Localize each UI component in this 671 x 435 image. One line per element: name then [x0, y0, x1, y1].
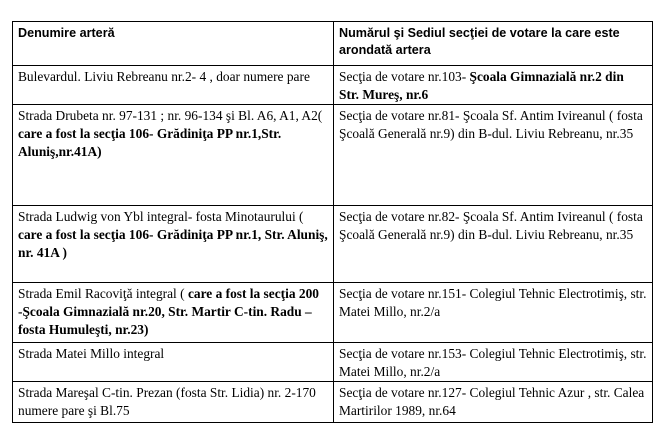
street-text: Bulevardul. Liviu Rebreanu nr.2- 4 , doar numere pare — [18, 69, 310, 84]
station-cell — [334, 283, 653, 343]
table-row — [13, 343, 653, 382]
station-text: Secţia de votare nr.153- Colegiul Tehnic Electrotimiş, str. Matei Millo, nr.2/a — [339, 346, 647, 379]
street-text: Strada Ludwig von Ybl integral- fosta Minotaurului ( — [18, 209, 304, 224]
street-cell — [13, 343, 334, 382]
station-cell — [334, 343, 653, 382]
station-text: Secţia de votare nr.103- — [339, 69, 470, 84]
street-text: Strada Emil Racoviţă integral ( — [18, 286, 188, 301]
table-header-row — [13, 22, 653, 66]
streets-table — [12, 21, 653, 423]
table-row — [13, 66, 653, 105]
station-text: Secţia de votare nr.127- Colegiul Tehnic Azur , str. Calea Martirilor 1989, nr.64 — [339, 385, 645, 418]
table-row — [13, 382, 653, 423]
street-text-bold: care a fost la secţia 106- Grădiniţa PP nr.1,Str. Aluniş,nr.41A) — [18, 126, 282, 159]
table-row — [13, 283, 653, 343]
station-text: Secţia de votare nr.151- Colegiul Tehnic Electrotimiş, str. Matei Millo, nr.2/a — [339, 286, 647, 319]
station-text: Secţia de votare nr.81- Şcoala Sf. Antim Ivireanul ( fosta Şcoală Generală nr.9) din B-dul. Liviu Rebreanu, nr.35 — [339, 108, 643, 141]
table-row — [13, 105, 653, 206]
table-row — [13, 206, 653, 283]
station-cell — [334, 66, 653, 105]
header-polling-station: Numărul şi Sediul secţiei de votare la care este arondată artera — [334, 22, 653, 66]
station-cell — [334, 105, 653, 206]
station-cell — [334, 382, 653, 423]
street-text-bold: care a fost la secţia 200 -Şcoala Gimnazială nr.20, Str. Martir C-tin. Radu – fosta Humuleşti, nr.23) — [18, 286, 319, 337]
station-cell — [334, 206, 653, 283]
station-text: Secţia de votare nr.82- Şcoala Sf. Antim Ivireanul ( fosta Şcoală Generală nr.9) din B-dul. Liviu Rebreanu, nr.35 — [339, 209, 643, 242]
street-text: Strada Mareşal C-tin. Prezan (fosta Str. Lidia) nr. 2-170 numere pare şi Bl.75 — [18, 385, 316, 418]
street-cell — [13, 66, 334, 105]
street-cell — [13, 206, 334, 283]
street-text: Strada Matei Millo integral — [18, 346, 165, 361]
station-text-bold: Şcoala Gimnazială nr.2 din Str. Mureş, nr.6 — [339, 69, 624, 102]
street-cell — [13, 382, 334, 423]
street-cell — [13, 283, 334, 343]
street-text: Strada Drubeta nr. 97-131 ; nr. 96-134 şi Bl. A6, A1, A2( — [18, 108, 323, 123]
header-street-name: Denumire arteră — [13, 22, 334, 66]
street-text-bold: care a fost la secţia 106- Grădiniţa PP nr.1, Str. Aluniş, nr. 41A ) — [18, 227, 328, 260]
street-cell — [13, 105, 334, 206]
